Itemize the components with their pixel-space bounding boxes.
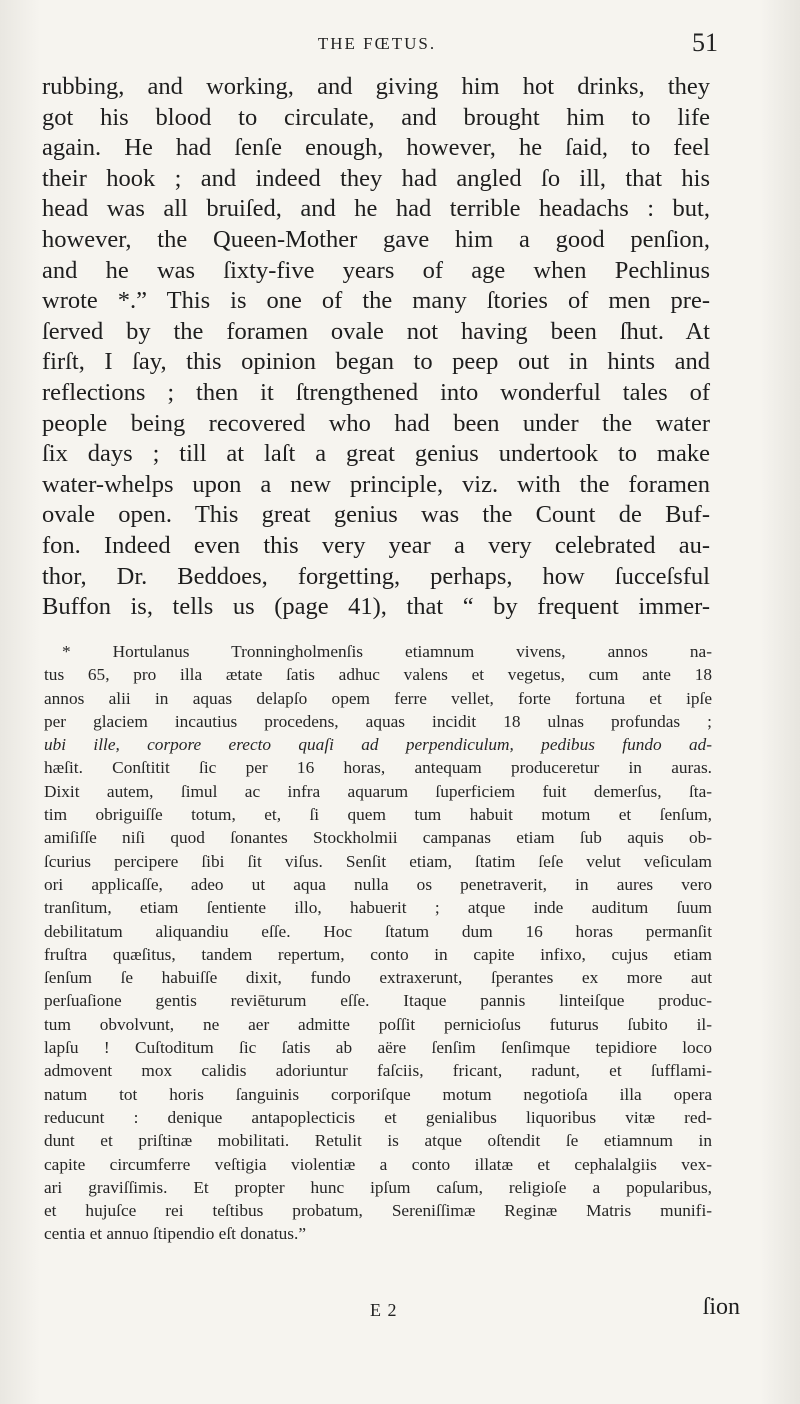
catchword: ſion xyxy=(702,1294,740,1320)
footnote-line: natum tot horis ſanguinis corporiſque motum negotioſa illa opera xyxy=(44,1084,712,1104)
footnote-line: tim obriguiſſe totum, et, ſi quem tum habuit motum et ſenſum, xyxy=(44,805,712,825)
footnote xyxy=(44,640,712,1246)
text-line: their hook ; and indeed they had angled ſo ill, that his xyxy=(42,164,710,192)
footnote-line: tum obvolvunt, ne aer admitte poſſit pernicioſus futurus ſubito il- xyxy=(44,1014,712,1034)
footnote-line: ſenſum ſe habuiſſe dixit, fundo extraxerunt, ſperantes ex more aut xyxy=(44,968,712,988)
text-line: ſerved by the foramen ovale not having been ſhut. At xyxy=(42,317,710,345)
text-line: Buffon is, tells us (page 41), that “ by frequent immer- xyxy=(42,593,710,621)
footnote-line: tus 65, pro illa ætate ſatis adhuc valens et vegetus, cum ante 18 xyxy=(44,665,712,685)
footnote-line: amiſiſſe niſi quod ſonantes Stockholmii campanas etiam ſub aquis ob- xyxy=(44,828,712,848)
text-line: firſt, I ſay, this opinion began to peep out in hints and xyxy=(42,348,710,376)
main-text xyxy=(42,72,710,623)
footnote-line: hæſit. Conſtitit ſic per 16 horas, antequam produceretur in auras. xyxy=(44,758,712,778)
footnote-line: ubi ille, corpore erecto quaſi ad perpendiculum, pedibus fundo ad- xyxy=(44,735,712,755)
footnote-line: per glaciem incautius procedens, aquas incidit 18 ulnas profundas ; xyxy=(44,711,712,731)
running-head: THE FŒTUS. xyxy=(317,34,437,53)
text-line: ſix days ; till at laſt a great genius undertook to make xyxy=(42,440,710,468)
footnote-line: annos alii in aquas delapſo opem ferre vellet, forte fortuna et ipſe xyxy=(44,688,712,708)
text-line: reflections ; then it ſtrengthened into wonderful tales of xyxy=(42,378,710,406)
text-line: again. He had ſenſe enough, however, he ſaid, to feel xyxy=(42,134,710,162)
footnote-line: fruſtra quæſitus, tandem repertum, conto in capite infixo, cujus etiam xyxy=(44,944,712,964)
text-line: and he was ſixty-five years of age when Pechlinus xyxy=(42,256,710,284)
footnote-line: debilitatum aliquandiu eſſe. Hoc ſtatum dum 16 horas permanſit xyxy=(44,921,712,941)
text-line: ovale open. This great genius was the Count de Buf- xyxy=(42,501,710,529)
footnote-line: admovent mox calidis adoriuntur faſciis, fricant, radunt, et ſufflami- xyxy=(44,1061,712,1081)
footnote-line: perſuaſione gentis reviēturum eſſe. Itaque pannis linteiſque produc- xyxy=(44,991,712,1011)
footnote-line: et hujuſce rei teſtibus probatum, Sereniſſimæ Reginæ Matris munifi- xyxy=(44,1201,712,1221)
text-line: people being recovered who had been under the water xyxy=(42,409,710,437)
footnote-line: ori applicaſſe, adeo ut aqua nulla os penetraverit, in aures vero xyxy=(44,874,712,894)
printer-signature: E 2 xyxy=(370,1300,398,1320)
footnote-line: centia et annuo ſtipendio eſt donatus.” xyxy=(44,1224,307,1244)
footnote-line: lapſu ! Cuſtoditum ſic ſatis ab aëre ſenſim ſenſimque tepidiore loco xyxy=(44,1038,712,1058)
footnote-line: reducunt : denique antapoplecticis et genialibus liquoribus vitæ red- xyxy=(44,1107,712,1127)
text-line: rubbing, and working, and giving him hot drinks, they xyxy=(42,73,710,100)
page-header xyxy=(42,28,718,60)
text-line: got his blood to circulate, and brought him to life xyxy=(42,103,710,131)
footnote-line: capite circumferre veſtigia violentiæ a conto illatæ et cephalalgiis vex- xyxy=(44,1154,712,1174)
text-line: fon. Indeed even this very year a very celebrated au- xyxy=(42,531,710,559)
footnote-line: ari graviſſimis. Et propter hunc ipſum caſum, religioſe a popularibus, xyxy=(44,1177,712,1197)
footnote-line: tranſitum, etiam ſentiente illo, habuerit ; atque inde auditum ſuum xyxy=(44,898,712,918)
footnote-line: ſcurius percipere ſibi ſit viſus. Senſit etiam, ſtatim ſeſe velut veſiculam xyxy=(44,851,712,871)
footnote-line: * Hortulanus Tronningholmenſis etiamnum vivens, annos na- xyxy=(62,642,712,661)
text-line: wrote *.” This is one of the many ſtories of men pre- xyxy=(42,287,710,315)
text-line: thor, Dr. Beddoes, forgetting, perhaps, how ſucceſsful xyxy=(42,562,710,590)
text-line: head was all bruiſed, and he had terrible headachs : but, xyxy=(42,195,710,223)
footnote-line: dunt et priſtinæ mobilitati. Retulit is atque oſtendit ſe etiamnum in xyxy=(44,1131,712,1151)
page-number: 51 xyxy=(692,28,718,57)
text-line: water-whelps upon a new principle, viz. with the foramen xyxy=(42,470,710,498)
footnote-line: Dixit autem, ſimul ac infra aquarum ſuperficiem fuit demerſus, ſta- xyxy=(44,781,712,801)
text-line: however, the Queen-Mother gave him a good penſion, xyxy=(42,225,710,253)
